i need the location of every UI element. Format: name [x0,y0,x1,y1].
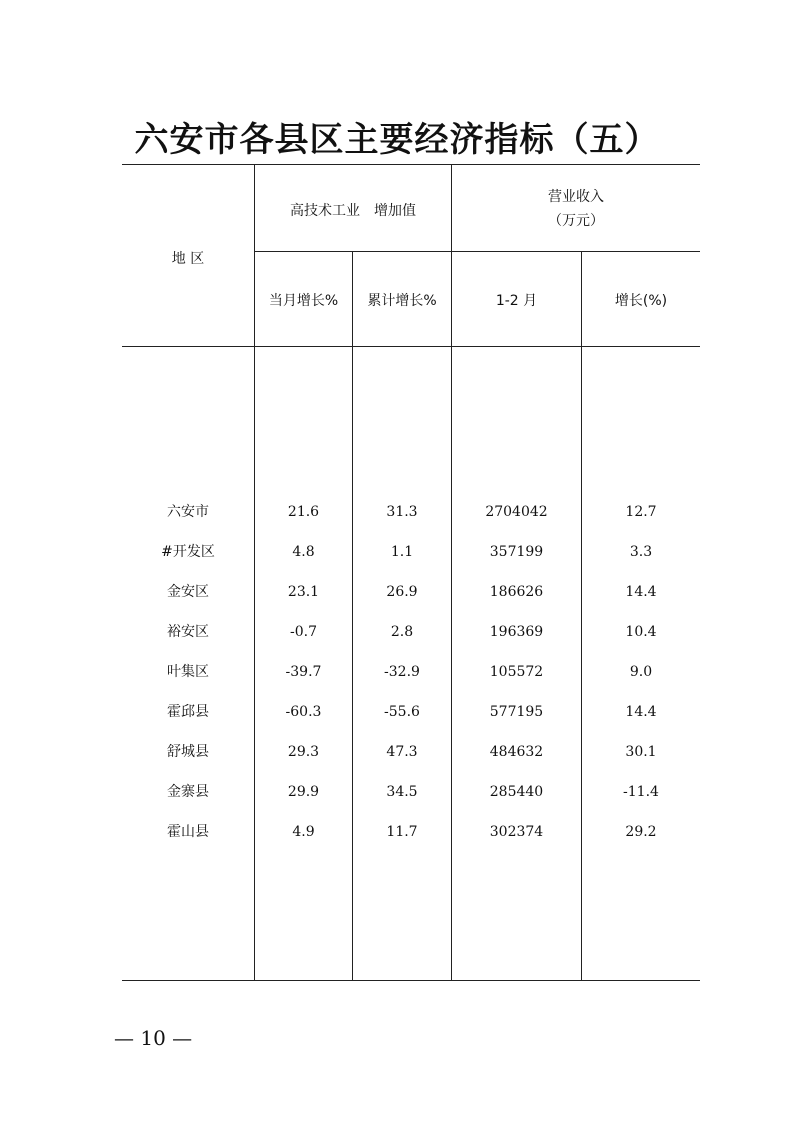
cell-revenue-growth: 30.1 [625,744,657,760]
cell-cumulative-growth: 11.7 [386,824,418,840]
header-col-monthly-growth: 当月增长% [268,293,339,309]
cell-region: #开发区 [161,544,215,560]
cell-cumulative-growth: -32.9 [384,664,420,680]
cell-revenue: 196369 [489,624,544,640]
cell-cumulative-growth: 1.1 [390,544,414,560]
cell-monthly-growth: -0.7 [290,624,317,640]
header-group-revenue-line1: 营业收入 [548,189,604,205]
cell-revenue-growth: 14.4 [625,584,657,600]
cell-monthly-growth: 4.8 [292,544,315,560]
header-region: 地 区 [171,251,205,267]
cell-revenue-growth: -11.4 [623,784,659,800]
header-group-high-tech: 高技术工业 增加值 [290,203,416,219]
cell-cumulative-growth: 31.3 [386,504,418,520]
cell-monthly-growth: 29.9 [287,784,320,800]
header-bottom-rule [122,346,700,347]
cell-revenue-growth: 3.3 [629,544,653,560]
header-col-cumulative-growth: 累计增长% [367,293,437,309]
header-group-rule [255,251,700,252]
col-divider-region [254,164,255,981]
cell-monthly-growth: 23.1 [287,584,320,600]
cell-revenue-growth: 10.4 [625,624,657,640]
cell-region: 金寨县 [167,784,209,800]
cell-revenue: 484632 [489,744,544,760]
cell-revenue: 105572 [489,664,544,680]
cell-region: 叶集区 [167,664,209,680]
header-col-growth-pct: 增长(%) [614,293,668,309]
col-divider-3 [581,251,582,981]
cell-cumulative-growth: 2.8 [390,624,414,640]
cell-revenue: 186626 [489,584,544,600]
cell-monthly-growth: 29.3 [287,744,320,760]
page-number: — 10 — [114,1026,193,1050]
cell-cumulative-growth: 47.3 [386,744,418,760]
cell-cumulative-growth: -55.6 [384,704,420,720]
cell-revenue-growth: 9.0 [629,664,653,680]
cell-revenue: 2704042 [485,504,548,520]
cell-region: 霍邱县 [167,704,209,720]
cell-revenue-growth: 14.4 [625,704,657,720]
col-divider-1 [352,251,353,981]
cell-revenue: 285440 [489,784,544,800]
cell-revenue: 302374 [489,824,544,840]
cell-monthly-growth: -60.3 [285,704,322,720]
table-bottom-rule [122,980,700,981]
cell-region: 金安区 [167,584,209,600]
cell-region: 六安市 [167,504,209,520]
header-col-jan-feb: 1-2 月 [495,293,538,309]
table-top-rule [122,164,700,165]
cell-revenue: 577195 [489,704,544,720]
cell-cumulative-growth: 34.5 [386,784,418,800]
cell-region: 舒城县 [167,744,209,760]
cell-region: 裕安区 [167,624,209,640]
cell-region: 霍山县 [167,824,209,840]
header-group-revenue-line2: （万元） [548,213,604,229]
col-divider-group [451,164,452,981]
cell-monthly-growth: -39.7 [285,664,322,680]
cell-revenue: 357199 [489,544,544,560]
cell-revenue-growth: 29.2 [625,824,657,840]
cell-monthly-growth: 4.9 [292,824,315,840]
cell-monthly-growth: 21.6 [287,504,320,520]
cell-cumulative-growth: 26.9 [386,584,418,600]
cell-revenue-growth: 12.7 [625,504,657,520]
page-title: 六安市各县区主要经济指标（五） [134,120,660,160]
